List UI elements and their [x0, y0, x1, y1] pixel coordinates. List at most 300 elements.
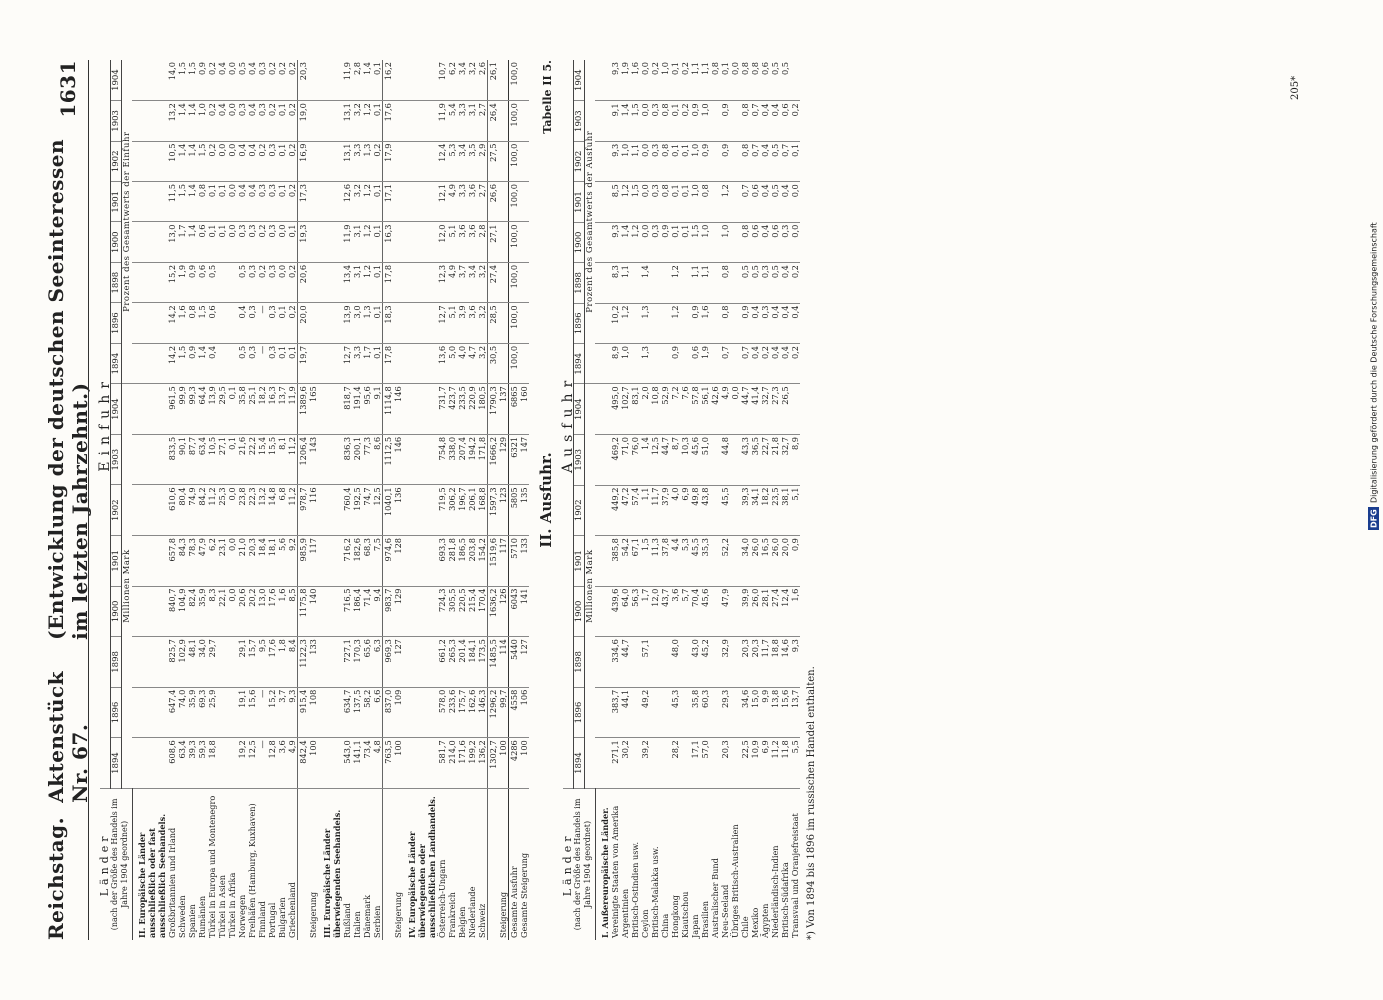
- pct-cell: 4,9: [447, 262, 457, 302]
- abs-cell: 1175,8: [297, 586, 308, 637]
- row-label: Griechenland: [286, 882, 297, 938]
- pct-cell: 17,8: [382, 343, 393, 383]
- pct-cell: [680, 263, 690, 303]
- pct-cell: 1,2: [670, 303, 680, 343]
- empty-cell: [132, 536, 167, 587]
- pct-cell: 17,1: [382, 182, 393, 222]
- abs-cell: 36,5: [750, 435, 760, 486]
- empty-cell: [595, 303, 610, 343]
- abs-cell: [680, 738, 690, 789]
- pct-cell: 100,0: [508, 101, 519, 141]
- abs-cell: 385,8: [610, 536, 620, 587]
- abs-cell: 581,7: [437, 738, 447, 789]
- abs-cell: [217, 687, 227, 738]
- abs-cell: 1,7: [640, 586, 650, 637]
- pct-cell: 0,0: [790, 222, 800, 262]
- abs-cell: 11,7: [650, 485, 660, 536]
- abs-cell: 160: [519, 384, 529, 435]
- pct-cell: 5,0: [447, 343, 457, 383]
- pct-cell: 0,1: [372, 262, 383, 302]
- pct-cell: 0,2: [790, 101, 800, 141]
- year-header: 1900: [574, 586, 585, 637]
- pct-cell: 1,6: [177, 303, 187, 343]
- pct-cell: 0,3: [247, 343, 257, 383]
- abs-cell: 170,4: [477, 586, 488, 637]
- empty-cell: [595, 60, 610, 101]
- abs-cell: 0,0: [227, 485, 237, 536]
- pct-cell: [710, 141, 720, 181]
- pct-cell: 0,8: [720, 303, 730, 343]
- pct-cell: 3,7: [457, 262, 467, 302]
- abs-cell: 44,8: [720, 435, 730, 486]
- pct-cell: 16,9: [297, 141, 308, 181]
- pct-cell: 0,2: [257, 262, 267, 302]
- abs-cell: 1114,8: [382, 384, 393, 435]
- pct-cell: 1,1: [700, 60, 710, 101]
- pct-cell: 1,4: [620, 222, 630, 262]
- pct-cell: 0,3: [247, 262, 257, 302]
- pct-cell: 1,4: [640, 263, 650, 303]
- pct-cell: 100,0: [508, 141, 519, 181]
- table-row: [217, 60, 227, 940]
- abs-cell: 35,3: [700, 536, 710, 587]
- abs-cell: 27,3: [770, 384, 780, 435]
- abs-cell: 59,3: [197, 738, 207, 789]
- pct-cell: 1,0: [690, 141, 700, 181]
- table-row: [790, 60, 800, 940]
- row-label: Britisch-Südafrika: [779, 862, 790, 938]
- pct-cell: 0,9: [700, 141, 710, 181]
- pct-cell: 0,9: [187, 343, 197, 383]
- year-header: 1903: [111, 101, 122, 141]
- abs-cell: 44,7: [620, 637, 630, 688]
- pct-cell: 0,3: [760, 263, 770, 303]
- pct-cell: 1,7: [177, 222, 187, 262]
- pct-cell: [498, 101, 509, 141]
- pct-cell: 0,3: [247, 303, 257, 343]
- pct-cell: 0,5: [237, 60, 247, 101]
- pct-cell: 0,3: [267, 222, 277, 262]
- abs-cell: 20,2: [247, 586, 257, 637]
- abs-cell: 71,4: [362, 586, 372, 637]
- abs-cell: 47,9: [197, 536, 207, 587]
- abs-cell: 41,4: [750, 384, 760, 435]
- table-row: [227, 60, 237, 940]
- abs-cell: 25,3: [217, 485, 227, 536]
- abs-cell: 974,6: [382, 536, 393, 587]
- abs-cell: 719,5: [437, 485, 447, 536]
- abs-cell: 15,6: [780, 687, 790, 738]
- abs-cell: 32,9: [720, 637, 730, 688]
- abs-cell: 100: [498, 738, 509, 789]
- pct-cell: 3,3: [352, 141, 362, 181]
- empty-cell: [403, 536, 437, 587]
- abs-cell: 6,3: [372, 637, 383, 688]
- year-header: 1898: [111, 262, 122, 302]
- row-label: Frankreich: [446, 892, 457, 938]
- row-label: Ceylon: [639, 909, 650, 938]
- abs-cell: 18,2: [257, 384, 267, 435]
- pct-cell: [308, 101, 318, 141]
- abs-cell: 11,3: [650, 536, 660, 587]
- pct-cell: 12,1: [437, 182, 447, 222]
- abs-cell: 13,7: [790, 687, 800, 738]
- empty-cell: [318, 101, 342, 141]
- abs-cell: 3,6: [670, 586, 680, 637]
- pct-cell: 0,4: [760, 222, 770, 262]
- abs-cell: 1519,6: [487, 536, 498, 587]
- abs-cell: 69,3: [197, 687, 207, 738]
- ausfuhr-table: [560, 60, 800, 940]
- abs-cell: 63,4: [177, 738, 187, 789]
- pct-cell: 0,1: [277, 101, 287, 141]
- abs-cell: 634,7: [342, 687, 352, 738]
- pct-cell: 0,6: [197, 262, 207, 302]
- abs-cell: 29,7: [207, 637, 217, 688]
- abs-cell: [730, 586, 740, 637]
- pct-cell: 1,4: [177, 141, 187, 181]
- pct-cell: 100,0: [508, 303, 519, 343]
- abs-cell: 48,1: [187, 637, 197, 688]
- pct-cell: 0,0: [640, 182, 650, 222]
- abs-cell: [730, 687, 740, 738]
- sum-row: [297, 60, 308, 940]
- pct-cell: 20,6: [297, 262, 308, 302]
- pct-cell: [308, 262, 318, 302]
- pct-cell: 3,2: [352, 101, 362, 141]
- pct-cell: 19,3: [297, 222, 308, 262]
- year-header: 1901: [111, 536, 122, 587]
- abs-cell: 39,2: [640, 738, 650, 789]
- abs-cell: 68,3: [362, 536, 372, 587]
- pct-cell: 0,0: [217, 141, 227, 181]
- pct-cell: 12,3: [437, 262, 447, 302]
- abs-cell: 141,1: [352, 738, 362, 789]
- abs-cell: 99,3: [187, 384, 197, 435]
- row-label: Britisch-Ostindien usw.: [629, 841, 640, 938]
- abs-cell: [710, 738, 720, 789]
- empty-cell: [132, 182, 167, 222]
- pct-cell: 3,9: [457, 303, 467, 343]
- row-label: Türkei in Afrika: [226, 872, 237, 938]
- abs-cell: 215,4: [467, 586, 477, 637]
- abs-cell: 65,6: [362, 637, 372, 688]
- total-row: [508, 60, 519, 940]
- pct-cell: 8,5: [610, 182, 620, 222]
- abs-cell: 184,1: [467, 637, 477, 688]
- table-row: [187, 60, 197, 940]
- abs-cell: 9,5: [257, 637, 267, 688]
- year-header: 1896: [111, 303, 122, 343]
- unit-abs: Millionen Mark: [585, 384, 596, 788]
- pct-cell: 0,3: [267, 182, 277, 222]
- abs-cell: 6865: [508, 384, 519, 435]
- abs-cell: 1302,7: [487, 738, 498, 789]
- abs-cell: 74,0: [177, 687, 187, 738]
- pct-cell: 11,9: [342, 60, 352, 101]
- abs-cell: 102,9: [177, 637, 187, 688]
- abs-cell: 99,9: [177, 384, 187, 435]
- abs-cell: 165: [308, 384, 318, 435]
- pct-cell: 100,0: [508, 222, 519, 262]
- pct-cell: 0,2: [287, 141, 298, 181]
- pct-cell: [308, 182, 318, 222]
- table-row: [207, 60, 217, 940]
- pct-cell: 1,5: [630, 101, 640, 141]
- abs-cell: 11,2: [770, 738, 780, 789]
- abs-cell: [680, 637, 690, 688]
- pct-cell: [680, 303, 690, 343]
- abs-cell: 661,2: [437, 637, 447, 688]
- abs-cell: 23,5: [770, 485, 780, 536]
- pct-cell: 0,5: [770, 60, 780, 101]
- pct-cell: 0,2: [287, 182, 298, 222]
- abs-cell: 338,0: [447, 434, 457, 485]
- pct-cell: [710, 182, 720, 222]
- pct-cell: 0,3: [267, 262, 277, 302]
- pct-cell: 0,2: [257, 222, 267, 262]
- pct-cell: 3,4: [457, 60, 467, 101]
- pct-cell: 0,7: [750, 141, 760, 181]
- pct-cell: 0,2: [207, 141, 217, 181]
- row-label: Niederlande: [466, 886, 477, 938]
- empty-cell: [132, 60, 167, 101]
- abs-cell: 13,9: [207, 384, 217, 435]
- pct-cell: [730, 182, 740, 222]
- year-header: 1898: [574, 263, 585, 303]
- pct-cell: 0,3: [237, 101, 247, 141]
- abs-cell: 146,3: [477, 687, 488, 738]
- pct-cell: 0,9: [670, 344, 680, 384]
- abs-cell: 200,1: [352, 434, 362, 485]
- empty-cell: [403, 60, 437, 101]
- abs-cell: 201,4: [457, 637, 467, 688]
- pct-cell: 12,6: [342, 182, 352, 222]
- abs-cell: 9,3: [790, 637, 800, 688]
- table-row: [610, 60, 620, 940]
- year-header: 1900: [111, 586, 122, 637]
- table-row: [710, 60, 720, 940]
- abs-cell: 6,9: [760, 738, 770, 789]
- pct-cell: 0,1: [217, 222, 227, 262]
- abs-cell: 23,8: [237, 485, 247, 536]
- abs-cell: 7,2: [670, 384, 680, 435]
- table-row: [197, 60, 207, 940]
- pct-cell: 12,7: [437, 303, 447, 343]
- pct-cell: [308, 60, 318, 101]
- abs-cell: 162,6: [467, 687, 477, 738]
- pct-cell: 3,6: [457, 222, 467, 262]
- pct-cell: 3,6: [467, 303, 477, 343]
- pct-cell: 1,2: [362, 222, 372, 262]
- abs-cell: [660, 738, 670, 789]
- table-row: [247, 60, 257, 940]
- pct-cell: 3,3: [457, 101, 467, 141]
- abs-cell: 961,5: [167, 384, 177, 435]
- sum-row: [382, 60, 393, 940]
- pct-cell: 1,0: [690, 182, 700, 222]
- abs-cell: 38,1: [780, 485, 790, 536]
- section-heading-row: [595, 60, 610, 940]
- abs-cell: 22,7: [760, 435, 770, 486]
- ausfuhr-section-title: II. Ausfuhr.: [537, 452, 555, 548]
- year-header: 1903: [111, 434, 122, 485]
- abs-cell: 6,9: [680, 485, 690, 536]
- abs-cell: 1112,5: [382, 434, 393, 485]
- pct-cell: [498, 303, 509, 343]
- abs-cell: [710, 536, 720, 587]
- pct-cell: 9,3: [610, 222, 620, 262]
- pct-cell: [393, 101, 403, 141]
- abs-cell: 13,8: [770, 687, 780, 738]
- section-heading: IV. Europäische Länder überwiegenden oder ausschließlichen Landhandels.: [406, 796, 437, 938]
- abs-cell: 84,3: [177, 536, 187, 587]
- row-label: Steigerung: [497, 891, 508, 938]
- abs-cell: 154,2: [477, 536, 488, 587]
- abs-cell: 95,6: [362, 384, 372, 435]
- pct-cell: 3,4: [467, 262, 477, 302]
- pct-cell: 0,9: [690, 101, 700, 141]
- table-row: [720, 60, 730, 940]
- year-header: 1900: [574, 222, 585, 262]
- abs-cell: 133: [308, 637, 318, 688]
- abs-cell: 108: [308, 687, 318, 738]
- pct-cell: 0,3: [237, 222, 247, 262]
- abs-cell: 18,8: [207, 738, 217, 789]
- sum-row: [487, 60, 498, 940]
- abs-cell: 136,2: [477, 738, 488, 789]
- pct-cell: 0,0: [640, 141, 650, 181]
- pct-cell: 0,4: [207, 343, 217, 383]
- abs-cell: 13,0: [257, 586, 267, 637]
- pct-cell: 0,4: [237, 141, 247, 181]
- row-label: Spanien: [186, 904, 197, 938]
- abs-cell: 8,9: [790, 435, 800, 486]
- abs-cell: 11,2: [207, 485, 217, 536]
- pct-cell: 13,1: [342, 141, 352, 181]
- pct-cell: 1,0: [700, 101, 710, 141]
- pct-cell: [519, 343, 529, 383]
- table-row: [277, 60, 287, 940]
- pct-cell: 0,7: [740, 182, 750, 222]
- pct-cell: 0,1: [670, 141, 680, 181]
- abs-cell: 135: [519, 485, 529, 536]
- abs-cell: 11,8: [780, 738, 790, 789]
- row-label: Türkei in Asien: [216, 874, 227, 938]
- pct-cell: [393, 262, 403, 302]
- abs-cell: 11,2: [287, 485, 298, 536]
- row-label: [487, 788, 498, 940]
- table-row: [640, 60, 650, 940]
- abs-cell: 1,4: [640, 435, 650, 486]
- row-label: Rußland: [341, 903, 352, 938]
- pct-cell: 0,8: [187, 303, 197, 343]
- pct-cell: 0,2: [760, 344, 770, 384]
- pct-cell: [710, 101, 720, 141]
- abs-cell: 12,5: [650, 435, 660, 486]
- abs-cell: 57,0: [700, 738, 710, 789]
- table-row: [760, 60, 770, 940]
- abs-cell: 49,2: [640, 687, 650, 738]
- abs-cell: 39,3: [740, 485, 750, 536]
- abs-cell: 43,3: [740, 435, 750, 486]
- abs-cell: 1636,2: [487, 586, 498, 637]
- abs-cell: [730, 536, 740, 587]
- abs-cell: 818,7: [342, 384, 352, 435]
- abs-cell: 12,0: [650, 586, 660, 637]
- abs-cell: 18,1: [267, 536, 277, 587]
- pct-cell: 1,0: [197, 101, 207, 141]
- abs-cell: 196,7: [457, 485, 467, 536]
- abs-cell: 42,6: [710, 384, 720, 435]
- pct-cell: 0,0: [640, 222, 650, 262]
- pct-cell: 4,0: [457, 343, 467, 383]
- abs-cell: 3,7: [277, 687, 287, 738]
- abs-cell: 1,5: [640, 536, 650, 587]
- pct-cell: 0,4: [770, 303, 780, 343]
- pct-cell: 0,7: [720, 344, 730, 384]
- pct-cell: 15,2: [167, 262, 177, 302]
- abs-cell: 20,0: [780, 536, 790, 587]
- year-header: 1902: [111, 141, 122, 181]
- empty-cell: [318, 343, 342, 383]
- abs-cell: [227, 687, 237, 738]
- pct-cell: 0,3: [267, 343, 277, 383]
- abs-cell: 833,5: [167, 434, 177, 485]
- abs-cell: 727,1: [342, 637, 352, 688]
- pct-cell: 0,3: [257, 60, 267, 101]
- pct-cell: 0,9: [720, 141, 730, 181]
- pct-cell: 0,7: [750, 101, 760, 141]
- pct-cell: 0,0: [277, 222, 287, 262]
- abs-cell: 27,1: [217, 434, 227, 485]
- abs-cell: 760,4: [342, 485, 352, 536]
- abs-cell: [630, 738, 640, 789]
- pct-cell: [217, 343, 227, 383]
- header-rule: [88, 60, 89, 940]
- pct-cell: 0,4: [247, 101, 257, 141]
- pct-cell: 0,5: [750, 263, 760, 303]
- abs-cell: 837,0: [382, 687, 393, 738]
- abs-cell: 4,8: [372, 738, 383, 789]
- pct-cell: 1,1: [620, 263, 630, 303]
- pct-cell: [498, 141, 509, 181]
- pct-cell: 14,2: [167, 343, 177, 383]
- row-label: Gesamte Steigerung: [518, 852, 529, 938]
- abs-cell: 469,2: [610, 435, 620, 486]
- row-label: Niederländisch-Indien: [769, 845, 780, 938]
- abs-cell: 543,0: [342, 738, 352, 789]
- empty-cell: [318, 687, 342, 738]
- section-heading: I. Außereuropäische Länder.: [599, 807, 610, 938]
- empty-cell: [403, 687, 437, 738]
- pct-cell: 0,1: [372, 101, 383, 141]
- year-header: 1902: [574, 141, 585, 181]
- abs-cell: 11,2: [287, 434, 298, 485]
- pct-cell: 0,1: [277, 343, 287, 383]
- pct-cell: 1,3: [362, 141, 372, 181]
- pct-cell: 3,2: [477, 262, 488, 302]
- abs-cell: 90,1: [177, 434, 187, 485]
- pct-cell: 0,0: [227, 182, 237, 222]
- abs-cell: 449,2: [610, 485, 620, 536]
- pct-cell: 0,9: [660, 222, 670, 262]
- abs-cell: 99,7: [498, 687, 509, 738]
- abs-cell: 9,2: [287, 536, 298, 587]
- empty-cell: [132, 222, 167, 262]
- pct-cell: 10,2: [610, 303, 620, 343]
- row-label: Ägypten: [759, 903, 770, 938]
